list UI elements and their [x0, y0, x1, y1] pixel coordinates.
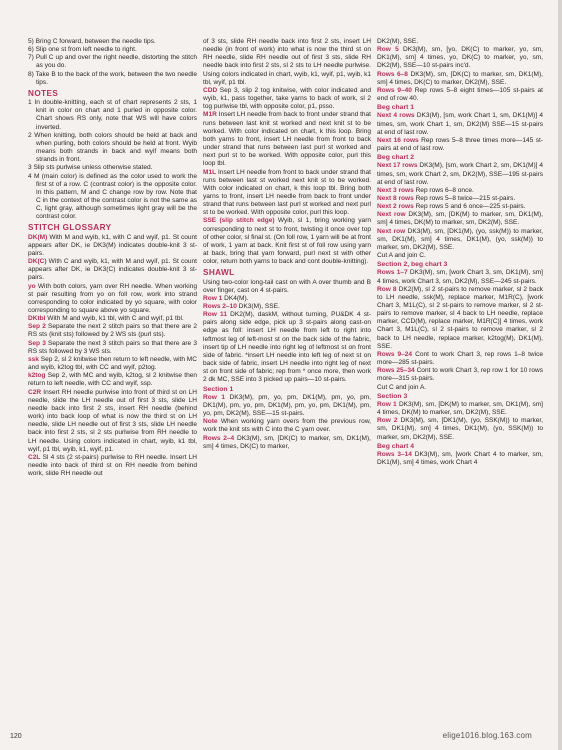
paragraph — [377, 417, 543, 441]
term-label: Row 1 — [203, 294, 223, 302]
paragraph-text: With C and wyib, k1, with M and wyif, p1. St count appears after DK, ie DK3(C) indicates double-knit 3 st-pairs. — [28, 258, 197, 282]
term-label: Row 1 — [203, 393, 225, 401]
paragraph — [377, 351, 543, 367]
paragraph-text: Insert RH needle purlwise into front of third st on LH needle, slide the LH needle out of first 3 sts, slide LH needle back into first 2 sts, insert RH needle (behind work) into back loop of what is now the third st on LH needle, slide LH needle out of first 3 sts, slide LH needle back into first 2 sts, sl 2 sts purlwise from RH needle to LH needle. Using colors indicated in chart, wyib, k1 tbl, wyif, p1 tbl, wyib, k1, wyif, p1. — [28, 388, 197, 453]
paragraph-text: 5) Bring C forward, between the needle tips. — [28, 38, 156, 45]
paragraph-text: Rep rows 6–8 once. — [413, 186, 474, 194]
paragraph-text: DK2(M), sl 2 st-pairs to remove marker, sl 2 back to LH needle, ssk(M), replace marker, M1R(C), [work Chart 3, M1L(C), sl 2 st-pairs to remove marker, sl 2 st-pairs to remove marker, sl 4 back to LH needle, replace marker, CCD(M), replace marker, M1R(C)] 4 times, work Chart 3, M1L(C), sl 2 st-pairs to remove marker, sl 2 back to LH needle, replace marker, k2tog(M), DK1(M), SSE. — [377, 285, 543, 350]
paragraph-text: DK3(M), [sm, work Chart 2, sm, DK1(M)] 4 times, sm, work Chart 2, sm, DK2(M), SSE—195 st-pairs at end of last row. — [377, 162, 543, 186]
term-label: Row 8 — [377, 285, 397, 293]
paragraph-text: DK3(M), sm, [work Chart 3, sm, DK1(M), sm] 4 times, work Chart 3, sm, DK2(M), SSE—245 st-pairs. — [377, 269, 543, 285]
term-label: Row 1 — [377, 400, 397, 408]
term-label: M1R — [203, 111, 217, 119]
paragraph — [203, 279, 371, 295]
section-heading: SHAWL — [203, 268, 235, 278]
paragraph — [377, 137, 543, 153]
section-heading: NOTES — [28, 88, 59, 98]
paragraph-text: Using two-color long-tail cast on with A over thumb and B over finger, cast on 4 st-pairs. — [203, 278, 371, 294]
term-label: C2L — [28, 453, 41, 461]
paragraph — [28, 54, 197, 70]
term-label: Rows 9–24 — [377, 350, 413, 358]
paragraph-text: Insert LH needle from back to front under strand that runs between last knit st worked and next knit st to be worked. With color indicated on chart, k this loop. Bring both yarns to front, insert LH needle from front to back under strand that runs between last purl st worked and next purl st to be worked. With opposite color, purl this loop tbl. — [203, 111, 371, 168]
paragraph — [28, 46, 197, 54]
paragraph-text: Sep 2, sl 2 knitwise then return to left needle, with MC and wyib, k2tog tbl, with CC and wyif, p2tog. — [28, 355, 197, 372]
paragraph-text: 2 When knitting, both colors should be held at back and when purling, both colors should be held at front. Wyib means both strands in back and wyif means both strands in front. — [28, 131, 197, 164]
paragraph — [377, 112, 543, 136]
paragraph-text: DK3(M), sm, [DK(C) to marker, sm, DK1(M), sm] 4 times, DK(C) to marker, — [203, 434, 371, 450]
paragraph-text: Rep rows 5–8 eight times—105 st-pairs at end of row 40. — [377, 86, 543, 103]
term-label: Next 17 rows — [377, 162, 418, 170]
subsection-heading: Beg chart 1 — [377, 104, 415, 112]
paragraph — [203, 169, 371, 218]
paragraph-text: Separate the next 2 stitch pairs so that there are 2 RS sts (knit sts) followed by 2 WS sts (purl sts). — [28, 323, 197, 339]
term-label: Rows 6–8 — [377, 70, 408, 78]
paragraph-text: DK2(M), SSE. — [377, 38, 419, 45]
paragraph-text: DK3(M), sm, [work Chart 4 to marker, sm, DK1(M), sm] 4 times, work Chart 4 — [377, 450, 543, 466]
paragraph-text: Insert LH needle from front to back under strand that runs between last st worked next knit st to be worked. With color indicated on chart, k this loop tbl. Bring both yarns to front, insert LH needle from back to front under strand that runs between last purl st worked and next purl st to be worked. With opposite color, purl this loop. — [203, 168, 371, 217]
paragraph — [28, 132, 197, 165]
term-label: Next row — [377, 211, 406, 219]
paragraph-text: of 3 sts, slide RH needle back into first 2 sts, insert LH needle (in front of work) into what is now the third st on RH needle, slide RH needle out of first 3 sts, slide RH needle back into first 2 sts, sl 2 sts to LH needle purlwise. Using colors indicated in chart, wyib, k1, wyif, p1, wyib, k1 tbl, wyif, p1 tbl. — [203, 38, 371, 86]
term-label: C2R — [28, 388, 42, 396]
page-edge — [558, 0, 562, 750]
paragraph — [377, 46, 543, 70]
paragraph — [203, 418, 371, 434]
paragraph — [28, 389, 197, 454]
section-heading: STITCH GLOSSARY — [28, 223, 112, 233]
paragraph-text: Rep rows 5 and 6 once—225 st-pairs. — [413, 203, 526, 211]
paragraph-text: Sep 3, slip 2 tog knitwise, with color indicated and wyib, k1, pass together, take yarns to back of work, sl 2 tog purlwise tbl, with opposite color, p1, psso. — [203, 86, 371, 111]
column-2 — [203, 38, 371, 451]
term-label: Next 3 rows — [377, 186, 414, 194]
paragraph-text: 3 Slip sts purlwise unless otherwise stated. — [28, 164, 153, 172]
term-label: Rows 25–34 — [377, 367, 415, 375]
term-label: Rows 1–7 — [377, 269, 408, 277]
paragraph — [377, 401, 543, 417]
paragraph — [28, 71, 197, 87]
paragraph-text: Rep rows 5–8 twice—215 st-pairs. — [413, 194, 516, 202]
paragraph-text: DK3(M), sm, [DK(C) to marker, sm, DK1(M), sm] 4 times, DK(C) to marker, DK2(M), SSE. — [377, 70, 543, 86]
paragraph-text: Wyib, sl 1, bring working yarn corresponding to next st to front, twisting it once over top of other color, sl final st. (On foll row, 1 yarn will be at front of work, 1 yarn at back. Knit first st of foll row using yarn at back, bring that yarn forward, purl next st with other color, return both yarns to back and cont double-knitting). — [203, 217, 372, 266]
paragraph — [377, 252, 543, 260]
term-label: Rows 3–14 — [377, 450, 412, 458]
term-label: Next 4 rows — [377, 112, 415, 120]
term-label: DK(C) — [28, 258, 47, 266]
paragraph — [203, 295, 371, 303]
paragraph — [377, 211, 543, 227]
paragraph-text: With M and wyib, k1 tbl, with C and wyif, p1 tbl. — [45, 315, 184, 323]
paragraph — [28, 323, 197, 339]
paragraph — [28, 454, 197, 478]
paragraph-text: Cont to work Chart 3, rep row 1 for 10 rows more—315 st-pairs. — [377, 367, 543, 383]
term-label: Row 2 — [377, 417, 398, 425]
term-label: DKtbl — [28, 315, 46, 323]
term-label: Sep 2 — [28, 323, 46, 331]
paragraph — [377, 269, 543, 285]
paragraph — [377, 367, 543, 383]
term-label: Rows 2–10 — [203, 303, 237, 310]
paragraph-text: 1 In double-knitting, each st of chart represents 2 sts, 1 knit in color on chart and 1 purled in opposite color. Chart shows RS only, note that WS will have colors inverted. — [28, 99, 197, 131]
term-label: Next 2 rows — [377, 203, 414, 211]
paragraph — [377, 38, 543, 46]
paragraph — [377, 187, 543, 195]
subsection-heading: Section 3 — [377, 392, 408, 400]
term-label: Rows 9–40 — [377, 86, 412, 94]
term-label: CDD — [203, 86, 218, 94]
paragraph — [203, 111, 371, 168]
subsection-heading: Section 2, beg chart 3 — [377, 261, 448, 269]
paragraph-text: DK3(M), [sm, work Chart 1, sm, DK1(M)] 4 times, sm, work Chart 1, sm, DK2(M) SSE—15 st-pairs at end of last row. — [377, 112, 543, 136]
column-1 — [28, 38, 197, 478]
paragraph — [377, 451, 543, 467]
column-3 — [377, 38, 543, 467]
paragraph — [28, 372, 197, 388]
paragraph-text: Sep 2, with MC and wyib, k2tog, sl 2 knitwise then return to left needle, with CC and wyif, ssp. — [28, 372, 197, 388]
paragraph — [28, 356, 197, 372]
term-label: Sep 3 — [28, 339, 46, 347]
paragraph — [28, 283, 197, 316]
paragraph — [377, 195, 543, 203]
paragraph-text: 6) Slip one st from left needle to right. — [28, 46, 137, 54]
paragraph — [203, 38, 371, 87]
subsection-heading: Beg chart 2 — [377, 154, 415, 162]
term-label: DK(M) — [28, 233, 48, 241]
paragraph — [377, 71, 543, 87]
term-label: M1L — [203, 168, 217, 176]
paragraph — [377, 228, 543, 252]
paragraph — [203, 87, 371, 111]
page-number: 120 — [10, 733, 22, 740]
paragraph — [377, 384, 543, 392]
term-label: k2tog — [28, 372, 46, 380]
paragraph — [28, 173, 197, 222]
paragraph-text: DK3(M), sm, [DK1(M), (yo, ssk(M)) to marker, sm, DK1(M), sm] 4 times, DK1(M), (yo, ssk(M)) to marker, sm, DK2(M), SSE. — [377, 227, 543, 251]
paragraph — [377, 286, 543, 351]
term-label: SSE (slip stitch edge) — [203, 217, 275, 225]
paragraph-text: 8) Take B to the back of the work, between the two needle tips. — [28, 70, 197, 86]
paragraph-text: DK4(M). — [222, 294, 249, 302]
paragraph-text: Cut C and join A. — [377, 383, 427, 391]
paragraph — [203, 394, 371, 418]
paragraph-text: Separate the next 3 stitch pairs so that there are 3 RS sts followed by 3 WS sts. — [28, 339, 197, 355]
paragraph-text: Rep rows 5–8 three times more—145 st-pairs at end of last row. — [377, 136, 543, 153]
paragraph-text: DK3(M), pm, yo, pm, DK1(M), pm, yo, pm, DK1(M), pm, yo, pm, DK1(M), pm, yo, pm, DK1(M), pm, yo, pm, DK2(M), SSE—15 st-pairs. — [203, 393, 371, 418]
paragraph — [28, 315, 197, 323]
footer-url: elige1016.blog.163.com — [442, 731, 532, 740]
paragraph — [377, 87, 543, 103]
paragraph-text: DK3(M), sm, [DK(M) to marker, sm, DK1(M), sm] 4 times, DK(M) to marker, sm, DK2(M), SSE. — [377, 211, 543, 227]
paragraph — [28, 99, 197, 132]
term-label: Next 16 rows — [377, 136, 419, 144]
paragraph-text: 4 M (main color) is defined as the color used to work the first st of a row. C (contrast color) is the opposite color. In this pattern, M and C change row by row. Note that C in the context of the contrast color is not the same as C, light gray, although sometimes light gray will be the contrast color. — [28, 172, 197, 221]
term-label: Row 5 — [377, 46, 399, 54]
term-label: Rows 2–4 — [203, 434, 235, 442]
paragraph-text: With M and wyib, k1, with C and wyif, p1. St count appears after DK, ie DK3(M) indicates double-knit 3 st-pairs. — [28, 233, 197, 257]
paragraph — [28, 38, 197, 46]
paragraph — [28, 258, 197, 282]
subsection-heading: Section 1 — [203, 385, 234, 393]
term-label: ssk — [28, 355, 39, 363]
paragraph — [28, 164, 197, 172]
paragraph-text: DK3(M), sm, [DK(M) to marker, sm, DK1(M), sm] 4 times, DK(M) to marker, sm, DK2(M), SSE. — [377, 400, 543, 417]
paragraph — [28, 234, 197, 258]
paragraph — [203, 435, 371, 451]
paragraph — [28, 340, 197, 356]
term-label: Next row — [377, 227, 406, 235]
paragraph — [377, 162, 543, 186]
term-label: Next 8 rows — [377, 194, 414, 202]
paragraph-text: DK3(M), sm, [yo, DK(C) to marker, yo, sm, DK1(M), sm] 4 times, yo, DK(C) to marker, yo, sm, DK2(M), SSE—10 st-pairs inc'd. — [377, 46, 543, 70]
paragraph-text: DK2(M), daskM, without turning, PU&DK 4 st-pairs along side edge, pick up 3 st-pairs along cast-on edge as foll: insert LH needle from left to right into leftmost leg of left-most st on the back side of the fabric, insert tip of LH needle into right leg of leftmost st on front side of fabric. *insert LH needle into left leg of next st on back side of fabric, insert LH needle into right leg of next st on front side of fabric; rep from * once more, then work 2 dk MC, SSE into 3 picked up pairs—10 st-pairs. — [203, 311, 371, 384]
paragraph-text: With both colors, yarn over RH needle. When working st pair resulting from yo on foll row, work into strand corresponding to color indicated by yo square, with color corresponding to square above yo square. — [28, 282, 197, 314]
paragraph — [203, 217, 371, 266]
paragraph-text: Sl 4 sts (2 st-pairs) purlwise to RH needle. Insert LH needle into back of third st on RH needle from behind work, slide RH needle out — [28, 453, 197, 478]
paragraph-text: Cut A and join C. — [377, 252, 426, 260]
subsection-heading: Beg chart 4 — [377, 442, 415, 450]
paragraph-text: Cont to work Chart 3, rep rows 1–8 twice more—285 st-pairs. — [377, 350, 544, 367]
paragraph — [203, 311, 371, 384]
paragraph-text: DK3(M), SSE. — [236, 303, 280, 310]
term-label: Row 11 — [203, 311, 227, 319]
paragraph-text: 7) Pull C up and over the right needle, distorting the stitch as you do. — [28, 54, 197, 70]
paragraph-text: DK3(M), sm, [DK1(M), (yo, SSK(M)) to marker, sm, DK1(M), sm] 4 times, DK1(M), (yo, SSK(M)) to marker, sm, DK2(M), SSE. — [377, 417, 543, 441]
term-label: Note — [203, 418, 218, 426]
paragraph — [203, 303, 371, 311]
paragraph-text: When working yarn overs from the previous row, work the knit sts with C into the C yarn over. — [203, 418, 371, 434]
paragraph — [377, 203, 543, 211]
term-label: yo — [28, 282, 36, 290]
